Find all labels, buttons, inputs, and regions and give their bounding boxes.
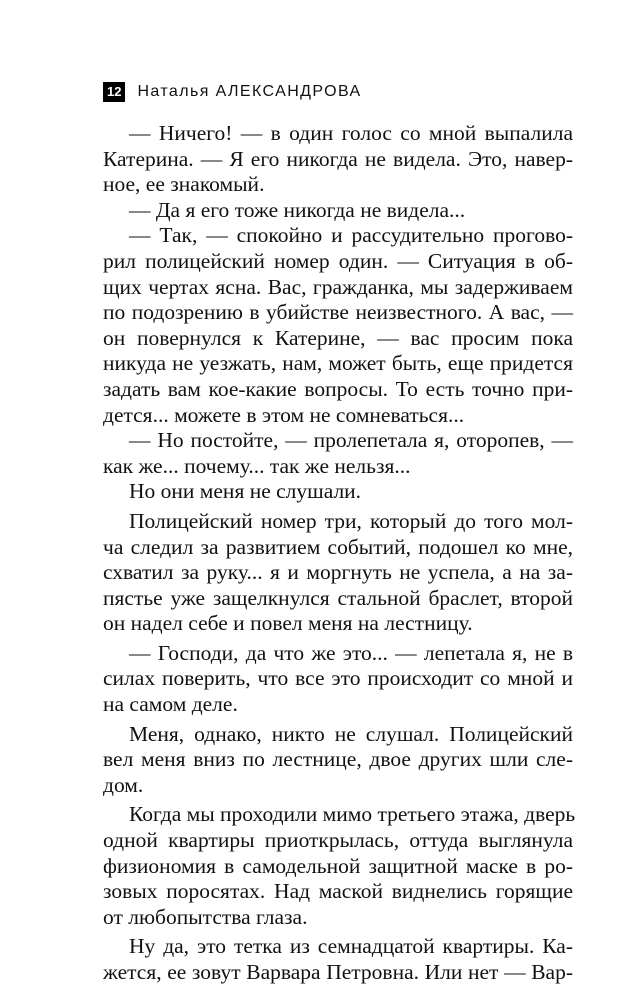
text-line: пястье уже защелкнулся стальной браслет, второй: [103, 585, 573, 610]
text-line: щих чертах ясна. Вас, гражданка, мы задерживаем: [103, 274, 573, 299]
text-line: схватил за руку... я и моргнуть не успела, а на за-: [103, 560, 573, 585]
text-line: дется... можете в этом не сомневаться...: [103, 402, 465, 427]
text-line: Катерина. — Я его никогда не видела. Это, навер-: [103, 146, 573, 171]
text-line: — Да я его тоже никогда не видела...: [129, 197, 466, 222]
running-header: [103, 80, 362, 104]
text-line: как же... почему... так же нельзя...: [103, 453, 411, 478]
text-line: зовых поросятах. Над маской виднелись горящие: [103, 879, 573, 904]
author-name: Наталья АЛЕКСАНДРОВА: [137, 83, 362, 100]
text-line: по подозрению в убийстве неизвестного. А вас, —: [103, 300, 573, 325]
text-line: никуда не уезжать, нам, может быть, еще придется: [103, 351, 573, 376]
text-line: ное, ее знакомый.: [103, 172, 265, 197]
text-line: он повернулся к Катерине, — вас просим пока: [103, 325, 573, 350]
text-line: дом.: [103, 772, 144, 797]
text-line: — Господи, да что же это... — лепетала я, не в: [129, 640, 573, 665]
text-line: задать вам кое-какие вопросы. То есть точно при-: [103, 376, 573, 401]
text-line: силах поверить, что все это происходит со мной и: [103, 666, 573, 691]
page-number: 12: [103, 82, 125, 102]
text-line: вел меня вниз по лестнице, двое других шли сле-: [103, 747, 573, 772]
text-line: от любопытства глаза.: [103, 904, 308, 929]
text-line: Полицейский номер три, который до того мол-: [129, 508, 573, 533]
text-line: — Так, — спокойно и рассудительно прогово-: [129, 223, 573, 248]
text-line: физиономия в самодельной защитной маске в ро-: [103, 853, 573, 878]
text-line: — Но постойте, — пролепетала я, оторопев, —: [129, 428, 573, 453]
text-line: Но они меня не слушали.: [129, 479, 362, 504]
text-line: рил полицейский номер один. — Ситуация в об-: [103, 248, 573, 273]
text-line: Когда мы проходили мимо третьего этажа, дверь: [129, 802, 576, 827]
text-line: Ну да, это тетка из семнадцатой квартиры. Ка-: [129, 934, 573, 959]
text-line: ча следил за развитием событий, подошел ко мне,: [103, 534, 573, 559]
body-text: [103, 121, 576, 986]
text-line: жется, ее зовут Варвара Петровна. Или нет — Вар-: [103, 960, 573, 984]
text-line: он надел себе и повел меня на лестницу.: [103, 611, 473, 636]
text-line: — Ничего! — в один голос со мной выпалила: [129, 121, 573, 145]
text-line: одной квартиры приоткрылась, оттуда выглянула: [103, 828, 573, 853]
text-line: на самом деле.: [103, 692, 238, 717]
text-line: Меня, однако, никто не слушал. Полицейский: [129, 721, 573, 746]
